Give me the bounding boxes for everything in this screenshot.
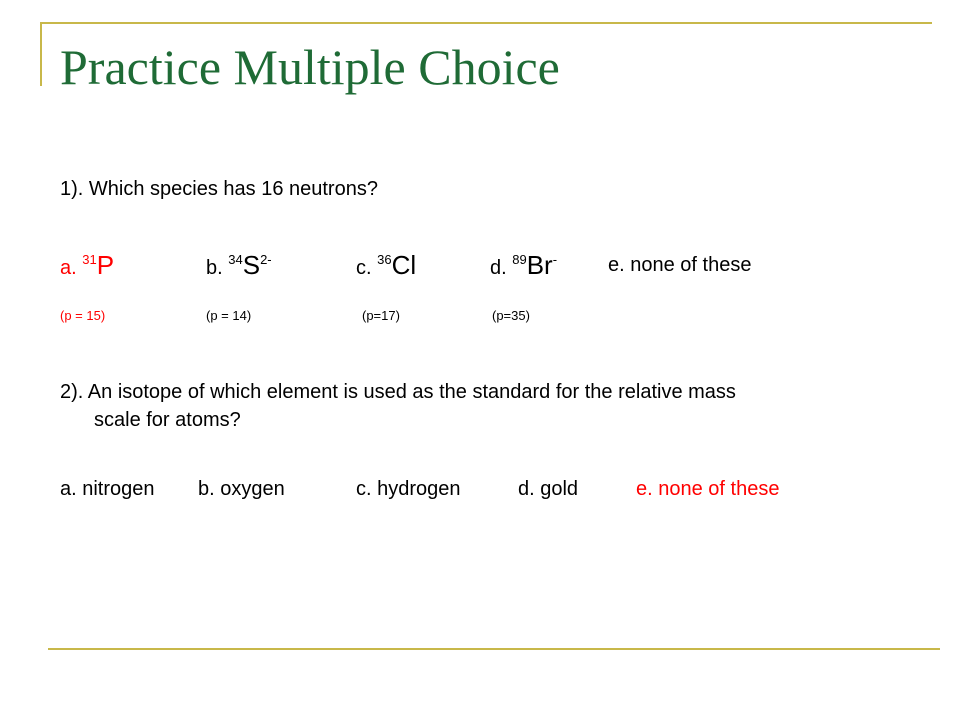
ion-charge: - [552, 252, 558, 267]
option-e [608, 254, 751, 277]
proton-note-b: (p = 14) [206, 308, 252, 323]
left-rule [40, 22, 42, 86]
proton-note-c: (p=17) [362, 308, 400, 323]
top-rule [40, 22, 932, 24]
slide-title: Practice Multiple Choice [60, 39, 560, 95]
answer-d: d. gold [518, 478, 579, 500]
option-a [60, 250, 114, 281]
mass-number: 36 [377, 252, 392, 267]
bottom-rule [48, 648, 940, 650]
question-2-line-2: scale for atoms? [94, 409, 241, 431]
answer-a: a. nitrogen [60, 478, 155, 500]
element-symbol: Cl [391, 250, 417, 280]
mass-number: 31 [82, 252, 97, 267]
answer-e: e. none of these [636, 478, 780, 500]
question-1: 1). Which species has 16 neutrons? [60, 178, 378, 200]
option-letter: d. [490, 257, 513, 279]
proton-note-d: (p=35) [492, 308, 530, 323]
question-2-line-1: 2). An isotope of which element is used as the standard for the relative mass [60, 381, 736, 403]
option-letter: c. [356, 257, 378, 279]
answer-c: c. hydrogen [356, 478, 461, 500]
option-b [206, 250, 272, 281]
option-letter: a. [60, 257, 83, 279]
element-symbol: Br [526, 250, 553, 280]
element-symbol: P [96, 250, 115, 280]
option-d [490, 250, 557, 281]
mass-number: 34 [228, 252, 243, 267]
proton-note-a: (p = 15) [60, 308, 106, 323]
mass-number: 89 [512, 252, 527, 267]
option-letter: b. [206, 257, 229, 279]
ion-charge: 2- [260, 252, 272, 267]
question-2 [60, 378, 900, 434]
answer-b: b. oxygen [198, 478, 285, 500]
element-symbol: S [242, 250, 261, 280]
option-letter: e. none of these [608, 254, 752, 276]
option-c [356, 250, 416, 281]
